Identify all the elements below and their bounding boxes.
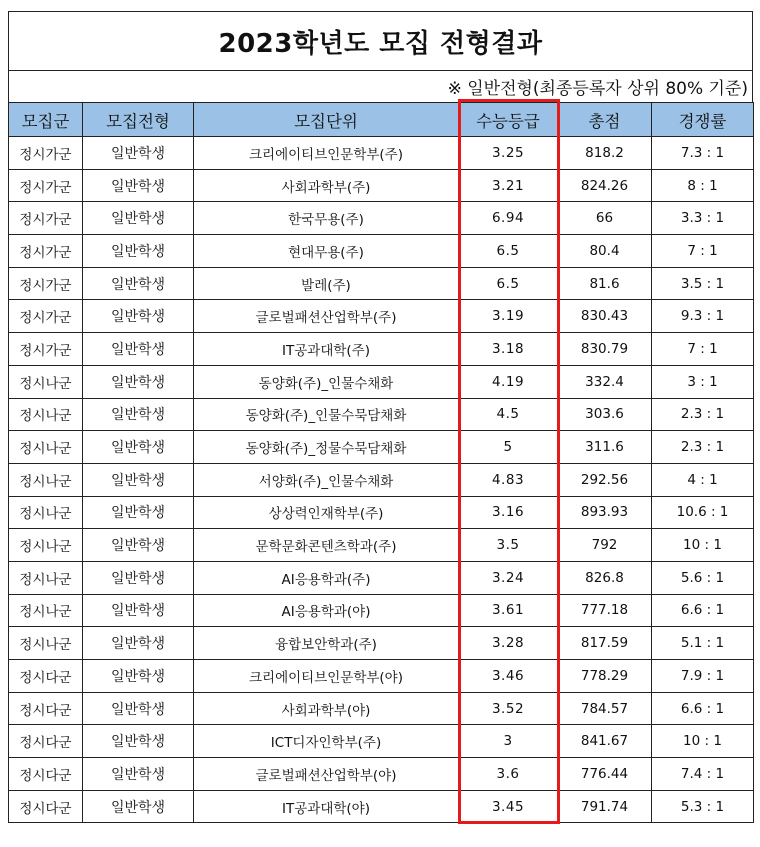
csat-grade-cell: 5 bbox=[459, 431, 558, 464]
admission-type-cell: 일반학생 bbox=[83, 627, 194, 660]
table-row bbox=[9, 660, 754, 693]
unit-cell: 서양화(주)_인물수채화 bbox=[194, 463, 459, 496]
group-cell: 정시다군 bbox=[9, 758, 83, 791]
group-cell: 정시가군 bbox=[9, 169, 83, 202]
total-score-cell: 66 bbox=[558, 202, 652, 235]
unit-cell: 상상력인재학부(주) bbox=[194, 496, 459, 529]
total-score-cell: 311.6 bbox=[558, 431, 652, 464]
competition-ratio-cell: 8 : 1 bbox=[652, 169, 754, 202]
total-score-cell: 824.26 bbox=[558, 169, 652, 202]
header-csat-grade: 수능등급 bbox=[459, 103, 558, 137]
csat-grade-cell: 3.5 bbox=[459, 529, 558, 562]
table-row bbox=[9, 267, 754, 300]
table-row bbox=[9, 529, 754, 562]
group-cell: 정시나군 bbox=[9, 627, 83, 660]
header-admission-type: 모집전형 bbox=[83, 103, 194, 137]
competition-ratio-cell: 10.6 : 1 bbox=[652, 496, 754, 529]
criteria-note: ※ 일반전형(최종등록자 상위 80% 기준) bbox=[8, 71, 753, 102]
table-row bbox=[9, 137, 754, 170]
table-row bbox=[9, 758, 754, 791]
competition-ratio-cell: 10 : 1 bbox=[652, 529, 754, 562]
group-cell: 정시다군 bbox=[9, 692, 83, 725]
csat-grade-cell: 3.61 bbox=[459, 594, 558, 627]
unit-cell: 문학문화콘텐츠학과(주) bbox=[194, 529, 459, 562]
group-cell: 정시나군 bbox=[9, 431, 83, 464]
admission-type-cell: 일반학생 bbox=[83, 660, 194, 693]
total-score-cell: 817.59 bbox=[558, 627, 652, 660]
unit-cell: IT공과대학(주) bbox=[194, 333, 459, 366]
header-row bbox=[9, 103, 754, 137]
total-score-cell: 80.4 bbox=[558, 235, 652, 268]
competition-ratio-cell: 10 : 1 bbox=[652, 725, 754, 758]
unit-cell: 크리에이티브인문학부(주) bbox=[194, 137, 459, 170]
csat-grade-cell: 3.21 bbox=[459, 169, 558, 202]
csat-grade-cell: 3.24 bbox=[459, 561, 558, 594]
unit-cell: IT공과대학(야) bbox=[194, 790, 459, 823]
csat-grade-cell: 3.19 bbox=[459, 300, 558, 333]
group-cell: 정시다군 bbox=[9, 790, 83, 823]
group-cell: 정시가군 bbox=[9, 137, 83, 170]
table-row bbox=[9, 463, 754, 496]
unit-cell: 사회과학부(야) bbox=[194, 692, 459, 725]
csat-grade-cell: 4.19 bbox=[459, 365, 558, 398]
competition-ratio-cell: 7.4 : 1 bbox=[652, 758, 754, 791]
competition-ratio-cell: 5.6 : 1 bbox=[652, 561, 754, 594]
table-row bbox=[9, 594, 754, 627]
competition-ratio-cell: 3.5 : 1 bbox=[652, 267, 754, 300]
group-cell: 정시나군 bbox=[9, 594, 83, 627]
total-score-cell: 777.18 bbox=[558, 594, 652, 627]
competition-ratio-cell: 7 : 1 bbox=[652, 333, 754, 366]
unit-cell: 크리에이티브인문학부(야) bbox=[194, 660, 459, 693]
results-table bbox=[8, 102, 754, 823]
group-cell: 정시다군 bbox=[9, 725, 83, 758]
csat-grade-cell: 3.28 bbox=[459, 627, 558, 660]
unit-cell: 발레(주) bbox=[194, 267, 459, 300]
unit-cell: 동양화(주)_인물수채화 bbox=[194, 365, 459, 398]
competition-ratio-cell: 3 : 1 bbox=[652, 365, 754, 398]
csat-grade-cell: 3.16 bbox=[459, 496, 558, 529]
total-score-cell: 784.57 bbox=[558, 692, 652, 725]
total-score-cell: 841.67 bbox=[558, 725, 652, 758]
competition-ratio-cell: 5.3 : 1 bbox=[652, 790, 754, 823]
total-score-cell: 292.56 bbox=[558, 463, 652, 496]
total-score-cell: 830.43 bbox=[558, 300, 652, 333]
competition-ratio-cell: 7.9 : 1 bbox=[652, 660, 754, 693]
unit-cell: AI응용학과(주) bbox=[194, 561, 459, 594]
admission-type-cell: 일반학생 bbox=[83, 496, 194, 529]
competition-ratio-cell: 2.3 : 1 bbox=[652, 431, 754, 464]
competition-ratio-cell: 7.3 : 1 bbox=[652, 137, 754, 170]
csat-grade-cell: 3.25 bbox=[459, 137, 558, 170]
total-score-cell: 893.93 bbox=[558, 496, 652, 529]
admission-type-cell: 일반학생 bbox=[83, 300, 194, 333]
csat-grade-cell: 3.52 bbox=[459, 692, 558, 725]
table-row bbox=[9, 202, 754, 235]
unit-cell: ICT디자인학부(주) bbox=[194, 725, 459, 758]
unit-cell: 동양화(주)_정물수묵담채화 bbox=[194, 431, 459, 464]
unit-cell: 글로벌패션산업학부(주) bbox=[194, 300, 459, 333]
table-row bbox=[9, 692, 754, 725]
total-score-cell: 81.6 bbox=[558, 267, 652, 300]
admission-type-cell: 일반학생 bbox=[83, 365, 194, 398]
unit-cell: 글로벌패션산업학부(야) bbox=[194, 758, 459, 791]
admission-type-cell: 일반학생 bbox=[83, 431, 194, 464]
csat-grade-cell: 6.5 bbox=[459, 267, 558, 300]
group-cell: 정시나군 bbox=[9, 529, 83, 562]
table-row bbox=[9, 300, 754, 333]
page-title: 2023학년도 모집 전형결과 bbox=[8, 11, 753, 71]
admission-type-cell: 일반학생 bbox=[83, 235, 194, 268]
results-sheet bbox=[8, 11, 753, 823]
unit-cell: 한국무용(주) bbox=[194, 202, 459, 235]
competition-ratio-cell: 4 : 1 bbox=[652, 463, 754, 496]
admission-type-cell: 일반학생 bbox=[83, 202, 194, 235]
table-row bbox=[9, 790, 754, 823]
csat-grade-cell: 4.83 bbox=[459, 463, 558, 496]
admission-type-cell: 일반학생 bbox=[83, 725, 194, 758]
table-row bbox=[9, 496, 754, 529]
total-score-cell: 830.79 bbox=[558, 333, 652, 366]
csat-grade-cell: 3.18 bbox=[459, 333, 558, 366]
group-cell: 정시가군 bbox=[9, 202, 83, 235]
total-score-cell: 792 bbox=[558, 529, 652, 562]
competition-ratio-cell: 6.6 : 1 bbox=[652, 594, 754, 627]
header-group: 모집군 bbox=[9, 103, 83, 137]
total-score-cell: 332.4 bbox=[558, 365, 652, 398]
total-score-cell: 826.8 bbox=[558, 561, 652, 594]
table-row bbox=[9, 398, 754, 431]
admission-type-cell: 일반학생 bbox=[83, 398, 194, 431]
total-score-cell: 791.74 bbox=[558, 790, 652, 823]
admission-type-cell: 일반학생 bbox=[83, 790, 194, 823]
unit-cell: 융합보안학과(주) bbox=[194, 627, 459, 660]
competition-ratio-cell: 6.6 : 1 bbox=[652, 692, 754, 725]
csat-grade-cell: 3.45 bbox=[459, 790, 558, 823]
group-cell: 정시나군 bbox=[9, 496, 83, 529]
table-row bbox=[9, 431, 754, 464]
header-unit: 모집단위 bbox=[194, 103, 459, 137]
admission-type-cell: 일반학생 bbox=[83, 758, 194, 791]
unit-cell: AI응용학과(야) bbox=[194, 594, 459, 627]
total-score-cell: 776.44 bbox=[558, 758, 652, 791]
group-cell: 정시가군 bbox=[9, 333, 83, 366]
csat-grade-cell: 3.6 bbox=[459, 758, 558, 791]
table-row bbox=[9, 333, 754, 366]
unit-cell: 현대무용(주) bbox=[194, 235, 459, 268]
group-cell: 정시나군 bbox=[9, 365, 83, 398]
group-cell: 정시다군 bbox=[9, 660, 83, 693]
admission-type-cell: 일반학생 bbox=[83, 692, 194, 725]
competition-ratio-cell: 2.3 : 1 bbox=[652, 398, 754, 431]
admission-type-cell: 일반학생 bbox=[83, 267, 194, 300]
csat-grade-cell: 6.5 bbox=[459, 235, 558, 268]
table-row bbox=[9, 627, 754, 660]
admission-type-cell: 일반학생 bbox=[83, 333, 194, 366]
csat-grade-cell: 6.94 bbox=[459, 202, 558, 235]
table-row bbox=[9, 365, 754, 398]
competition-ratio-cell: 3.3 : 1 bbox=[652, 202, 754, 235]
table-row bbox=[9, 235, 754, 268]
header-competition-ratio: 경쟁률 bbox=[652, 103, 754, 137]
group-cell: 정시가군 bbox=[9, 235, 83, 268]
table-row bbox=[9, 169, 754, 202]
unit-cell: 사회과학부(주) bbox=[194, 169, 459, 202]
unit-cell: 동양화(주)_인물수묵담채화 bbox=[194, 398, 459, 431]
group-cell: 정시나군 bbox=[9, 398, 83, 431]
admission-type-cell: 일반학생 bbox=[83, 463, 194, 496]
total-score-cell: 818.2 bbox=[558, 137, 652, 170]
header-total-score: 총점 bbox=[558, 103, 652, 137]
total-score-cell: 778.29 bbox=[558, 660, 652, 693]
admission-type-cell: 일반학생 bbox=[83, 561, 194, 594]
total-score-cell: 303.6 bbox=[558, 398, 652, 431]
admission-type-cell: 일반학생 bbox=[83, 594, 194, 627]
group-cell: 정시나군 bbox=[9, 463, 83, 496]
group-cell: 정시가군 bbox=[9, 300, 83, 333]
competition-ratio-cell: 7 : 1 bbox=[652, 235, 754, 268]
table-row bbox=[9, 561, 754, 594]
group-cell: 정시나군 bbox=[9, 561, 83, 594]
table-row bbox=[9, 725, 754, 758]
competition-ratio-cell: 9.3 : 1 bbox=[652, 300, 754, 333]
admission-type-cell: 일반학생 bbox=[83, 137, 194, 170]
competition-ratio-cell: 5.1 : 1 bbox=[652, 627, 754, 660]
admission-type-cell: 일반학생 bbox=[83, 169, 194, 202]
group-cell: 정시가군 bbox=[9, 267, 83, 300]
csat-grade-cell: 4.5 bbox=[459, 398, 558, 431]
admission-type-cell: 일반학생 bbox=[83, 529, 194, 562]
csat-grade-cell: 3 bbox=[459, 725, 558, 758]
csat-grade-cell: 3.46 bbox=[459, 660, 558, 693]
